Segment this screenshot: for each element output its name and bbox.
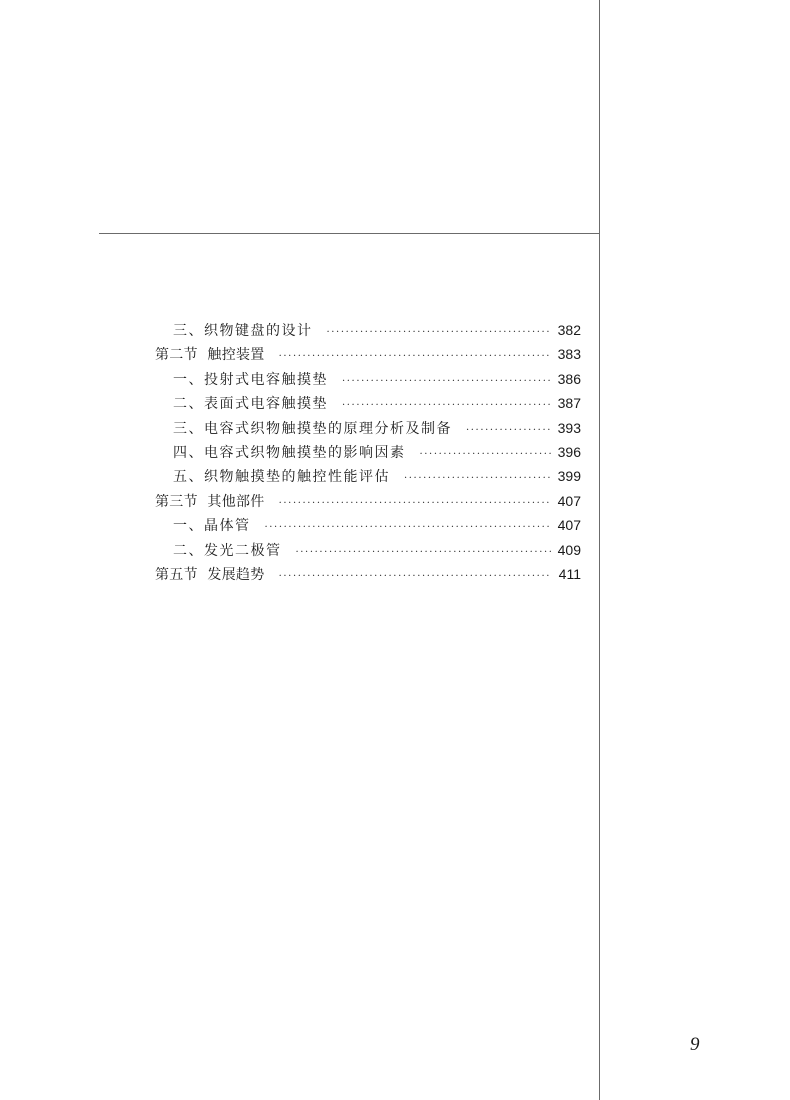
toc-entry[interactable]: [155, 440, 581, 464]
toc-entry-page: 396: [557, 443, 581, 460]
toc-entry-page: 383: [557, 346, 581, 363]
toc-entry[interactable]: [155, 318, 581, 342]
toc-entry-title: 五、织物触摸垫的触控性能评估: [173, 469, 390, 486]
toc-entry[interactable]: [155, 464, 581, 488]
toc-entry-page: 387: [557, 395, 581, 412]
dot-leader: [342, 394, 551, 418]
toc-entry-page: 399: [557, 468, 581, 485]
toc-entry-title: 三、织物键盘的设计: [173, 323, 313, 339]
dot-leader: [327, 321, 552, 345]
header-rule-horizontal: [99, 233, 600, 234]
toc-entry[interactable]: [155, 538, 581, 562]
toc-entry-title: 二、发光二极管: [173, 542, 282, 559]
margin-rule-vertical: [599, 0, 600, 1100]
dot-leader: [342, 370, 551, 394]
toc-entry-title: 第二节 触控装置: [155, 347, 265, 364]
toc-entry-page: 411: [558, 565, 581, 582]
page-number: 9: [690, 1034, 700, 1055]
toc-entry-page: 409: [557, 541, 581, 558]
toc-entry-title: 第五节 发展趋势: [155, 566, 265, 583]
table-of-contents: [155, 318, 581, 586]
dot-leader: [265, 516, 552, 540]
toc-entry-title: 一、投射式电容触摸垫: [173, 371, 328, 388]
dot-leader: [279, 492, 551, 516]
dot-leader: [404, 467, 551, 491]
toc-entry-title: 三、电容式织物触摸垫的原理分析及制备: [173, 420, 452, 437]
dot-leader: [296, 541, 552, 565]
toc-entry-page: 382: [557, 322, 581, 338]
toc-entry-page: 393: [557, 419, 581, 436]
toc-entry-title: 第三节 其他部件: [155, 493, 265, 510]
dot-leader: [279, 565, 551, 589]
dot-leader: [466, 419, 551, 443]
toc-entry-page: 386: [557, 370, 581, 387]
toc-entry-title: 四、电容式织物触摸垫的影响因素: [173, 444, 406, 461]
toc-entry-page: 407: [557, 517, 581, 534]
toc-entry[interactable]: [155, 367, 581, 391]
toc-entry[interactable]: [155, 416, 581, 440]
toc-entry[interactable]: [155, 391, 581, 415]
toc-entry-title: 二、表面式电容触摸垫: [173, 396, 328, 413]
toc-entry-page: 407: [557, 492, 581, 509]
toc-entry[interactable]: [155, 513, 581, 537]
toc-entry-title: 一、晶体管: [173, 518, 251, 535]
toc-section-entry[interactable]: [155, 562, 581, 586]
toc-section-entry[interactable]: [155, 342, 581, 366]
dot-leader: [279, 345, 551, 369]
toc-section-entry[interactable]: [155, 489, 581, 513]
dot-leader: [420, 443, 552, 467]
